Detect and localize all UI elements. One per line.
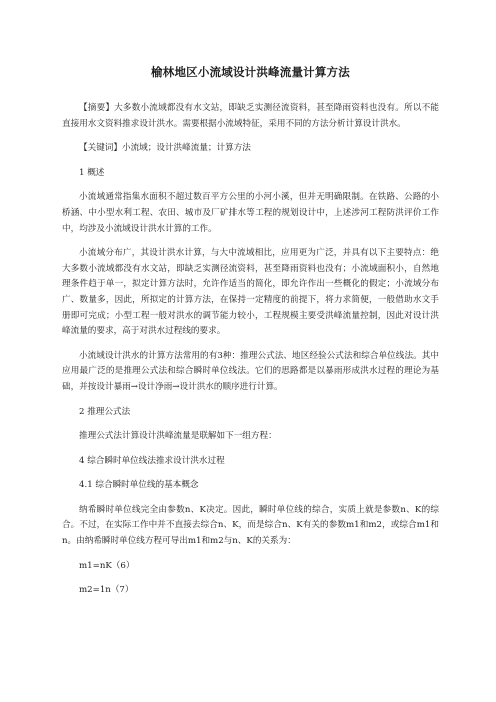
formula-7: m2=1n（7） xyxy=(79,585,134,596)
abstract-paragraph: 【摘要】大多数小流域都没有水文站，即缺乏实测径流资料，甚至降雨资料也没有。所以不能直接用水文资料推求设计洪水。需要根据小流域特征，采用不同的方法分析计算设计洪水。 xyxy=(62,103,439,129)
section-1-heading: 1 概述 xyxy=(79,167,105,178)
section-1-paragraph-3: 小流域设计洪水的计算方法常用的有3种：推理公式法、地区经验公式法和综合单位线法。其中应用最广泛的是推理公式法和综合瞬时单位线法。它们的思路都是以暴雨形成洪水过程的理论为基础，并按设计暴雨→设计净雨→设计洪水的顺序进行计算。 xyxy=(62,350,439,392)
section-4-heading: 4 综合瞬时单位线法推求设计洪水过程 xyxy=(79,455,225,466)
section-1-paragraph-1: 小流域通常指集水面积不超过数百平方公里的小河小溪，但并无明确限制。在铁路、公路的小桥涵、中小型水利工程、农田、城市及厂矿排水等工程的规划设计中，上述涉河工程防洪评价工作中，均涉及小流域设计洪水计算的工作。 xyxy=(62,192,439,234)
section-1-paragraph-2: 小流域分布广，其设计洪水计算，与大中流域相比，应用更为广泛，并具有以下主要特点：绝大多数小流域都没有水文站，即缺乏实测径流资料，甚至降雨资料也没有；小流域面积小，自然地理条件趋于单一，拟定计算方法时，允许作适当的简化，即允许作出一些概化的假定；小流域分布广、数量多，因此，所拟定的计算方法，在保持一定精度的前提下，将力求简便，一般借助水文手册即可完成；小型工程一般对洪水的调节能力较小，工程规模主要受洪峰流量控制，因此对设计洪峰流量的要求，高于对洪水过程线的要求。 xyxy=(62,248,439,337)
document-title: 榆林地区小流域设计洪峰流量计算方法 xyxy=(151,65,350,79)
section-2-paragraph-1: 推理公式法计算设计洪峰流量是联解如下一组方程： xyxy=(79,431,277,442)
formula-6: m1=nK（6） xyxy=(79,560,135,571)
section-2-heading: 2 推理公式法 xyxy=(79,406,131,417)
section-4-1-heading: 4.1 综合瞬时单位线的基本概念 xyxy=(79,480,199,491)
section-4-1-paragraph-1: 纳希瞬时单位线完全由参数n、K决定。因此，瞬时单位线的综合，实质上就是参数n、K的综合。不过，在实际工作中并不直接去综合n、K，而是综合n、K有关的参数m1和m2，或综合m1和n。由纳希瞬时单位线方程可导出m1和m2与n、K的关系为： xyxy=(62,504,439,547)
keywords-paragraph: 【关键词】小流域；设计洪峰流量；计算方法 xyxy=(79,143,251,154)
